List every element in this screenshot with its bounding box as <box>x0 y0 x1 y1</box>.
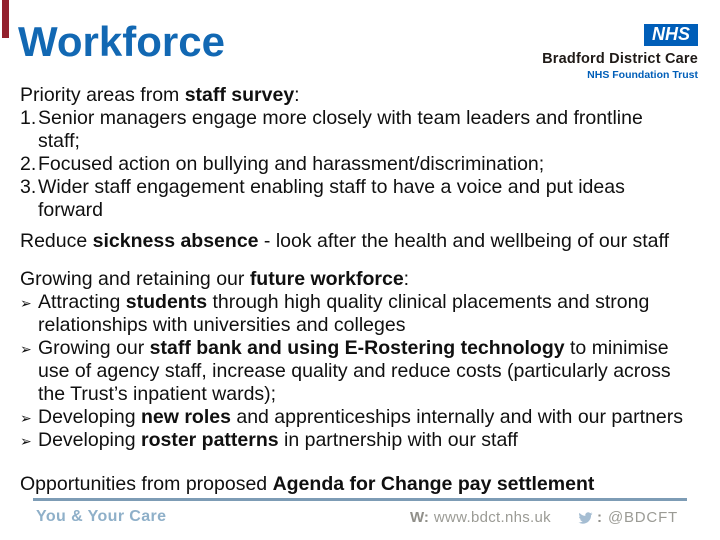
bullet-item <box>20 429 688 452</box>
numbered-item-text: Focused action on bullying and harassment/discrimination; <box>38 153 545 175</box>
arrow-bullet-icon: ➢ <box>20 296 32 312</box>
reduce-line: Reduce sickness absence - look after the health and wellbeing of our staff <box>20 230 669 252</box>
numbered-item <box>20 176 688 222</box>
bullet-item-text: Growing our staff bank and using E-Rostering technology to minimise use of agency staff, increase quality and reduce costs (particularly across the Trust’s inpatient wards); <box>38 337 671 405</box>
numbered-item-text: Senior managers engage more closely with team leaders and frontline staff; <box>38 107 643 152</box>
numbered-item <box>20 107 688 153</box>
growing-line: Growing and retaining our future workforce: <box>20 268 410 290</box>
list-number: 2. <box>20 153 37 175</box>
arrow-bullet-icon: ➢ <box>20 434 32 450</box>
twitter-separator: : <box>596 509 602 526</box>
page-title: Workforce <box>18 18 225 65</box>
bullet-item-text: Developing roster patterns in partnership with our staff <box>38 429 518 451</box>
footer-contact <box>410 509 678 526</box>
slide-body <box>20 84 688 496</box>
twitter-handle: @BDCFT <box>607 509 678 526</box>
footer-divider <box>33 498 687 501</box>
bullet-item-text: Attracting students through high quality clinical placements and strong relationships with universities and colleges <box>38 291 650 336</box>
website-label: W: <box>410 509 429 526</box>
arrow-bullet-icon: ➢ <box>20 342 32 358</box>
bullet-item <box>20 291 688 337</box>
list-number: 3. <box>20 176 37 198</box>
bullet-item <box>20 337 688 406</box>
organisation-name: Bradford District Care <box>542 51 698 67</box>
twitter-bird-icon <box>577 511 594 525</box>
bullet-item-text: Developing new roles and apprenticeships internally and with our partners <box>38 406 683 428</box>
intro-line: Priority areas from staff survey: <box>20 84 300 106</box>
website-url: www.bdct.nhs.uk <box>433 509 551 526</box>
list-number: 1. <box>20 107 37 129</box>
arrow-bullet-icon: ➢ <box>20 411 32 427</box>
numbered-item <box>20 153 688 176</box>
tagline: You & Your Care <box>36 508 167 525</box>
trust-name: NHS Foundation Trust <box>587 69 698 81</box>
nhs-logo-icon: NHS <box>644 24 698 46</box>
numbered-item-text: Wider staff engagement enabling staff to have a voice and put ideas forward <box>38 176 625 221</box>
bullet-item <box>20 406 688 429</box>
red-accent-mark <box>2 0 9 38</box>
nhs-logo <box>542 24 698 81</box>
closing-line: Opportunities from proposed Agenda for Change pay settlement <box>20 473 595 495</box>
